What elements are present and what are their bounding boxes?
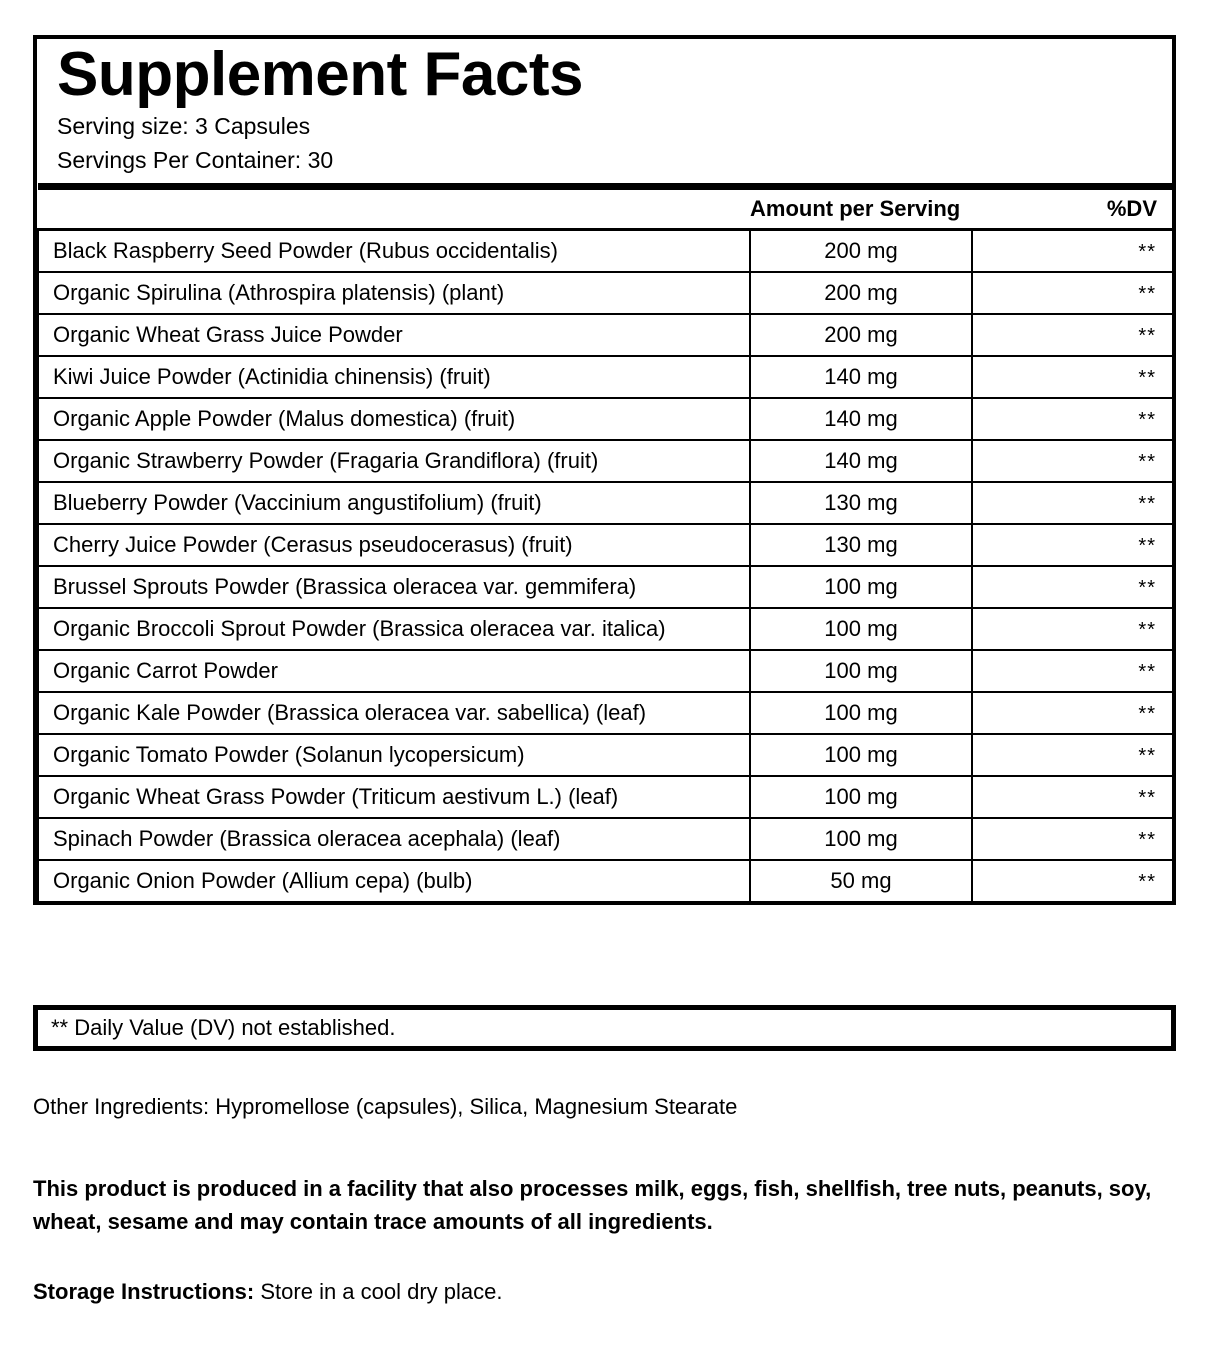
ingredient-amount: 100 mg xyxy=(750,776,972,818)
supplement-facts-panel xyxy=(33,35,1176,905)
ingredient-amount: 130 mg xyxy=(750,482,972,524)
daily-value-mark: ** xyxy=(1138,534,1156,557)
column-header-ingredient xyxy=(38,186,750,229)
daily-value-mark: ** xyxy=(1138,870,1156,893)
ingredient-name: Organic Spirulina (Athrospira platensis) (plant) xyxy=(38,272,750,314)
ingredient-percent-dv xyxy=(972,482,1173,524)
ingredient-name: Cherry Juice Powder (Cerasus pseudocerasus) (fruit) xyxy=(38,524,750,566)
ingredient-percent-dv xyxy=(972,356,1173,398)
ingredient-name: Organic Broccoli Sprout Powder (Brassica oleracea var. italica) xyxy=(38,608,750,650)
daily-value-mark: ** xyxy=(1138,576,1156,599)
ingredient-name: Organic Carrot Powder xyxy=(38,650,750,692)
ingredient-name: Organic Wheat Grass Juice Powder xyxy=(38,314,750,356)
ingredient-percent-dv xyxy=(972,524,1173,566)
table-row xyxy=(38,566,1173,608)
daily-value-mark: ** xyxy=(1138,702,1156,725)
daily-value-mark: ** xyxy=(1138,450,1156,473)
table-row xyxy=(38,860,1173,901)
ingredient-name: Organic Kale Powder (Brassica oleracea var. sabellica) (leaf) xyxy=(38,692,750,734)
ingredient-name: Organic Strawberry Powder (Fragaria Grandiflora) (fruit) xyxy=(38,440,750,482)
panel-header xyxy=(37,39,1172,183)
ingredient-amount: 100 mg xyxy=(750,818,972,860)
table-row xyxy=(38,608,1173,650)
ingredient-percent-dv xyxy=(972,776,1173,818)
ingredient-name: Blueberry Powder (Vaccinium angustifolium) (fruit) xyxy=(38,482,750,524)
daily-value-mark: ** xyxy=(1138,618,1156,641)
ingredient-amount: 100 mg xyxy=(750,566,972,608)
ingredient-amount: 50 mg xyxy=(750,860,972,901)
ingredient-amount: 200 mg xyxy=(750,314,972,356)
ingredient-percent-dv xyxy=(972,229,1173,272)
ingredient-amount: 130 mg xyxy=(750,524,972,566)
facts-table-wrap xyxy=(37,183,1172,901)
ingredient-percent-dv xyxy=(972,398,1173,440)
daily-value-mark: ** xyxy=(1138,408,1156,431)
table-row xyxy=(38,314,1173,356)
daily-value-mark: ** xyxy=(1138,492,1156,515)
ingredient-name: Brussel Sprouts Powder (Brassica oleracea var. gemmifera) xyxy=(38,566,750,608)
storage-instructions xyxy=(33,1277,503,1307)
ingredient-percent-dv xyxy=(972,608,1173,650)
ingredient-percent-dv xyxy=(972,818,1173,860)
ingredient-name: Organic Onion Powder (Allium cepa) (bulb) xyxy=(38,860,750,901)
daily-value-mark: ** xyxy=(1138,660,1156,683)
ingredient-amount: 100 mg xyxy=(750,692,972,734)
table-row xyxy=(38,440,1173,482)
ingredient-percent-dv xyxy=(972,692,1173,734)
ingredient-percent-dv xyxy=(972,272,1173,314)
table-header-row xyxy=(38,186,1173,229)
ingredient-percent-dv xyxy=(972,440,1173,482)
table-row xyxy=(38,776,1173,818)
table-row xyxy=(38,650,1173,692)
daily-value-mark: ** xyxy=(1138,324,1156,347)
ingredient-name: Spinach Powder (Brassica oleracea acephala) (leaf) xyxy=(38,818,750,860)
table-row xyxy=(38,398,1173,440)
table-row xyxy=(38,229,1173,272)
ingredient-percent-dv xyxy=(972,314,1173,356)
servings-per-container-text: Servings Per Container: 30 xyxy=(57,146,334,173)
ingredient-amount: 140 mg xyxy=(750,440,972,482)
column-header-amount-per-serving: Amount per Serving xyxy=(750,186,972,229)
serving-size-text: Serving size: 3 Capsules xyxy=(57,113,311,140)
ingredient-percent-dv xyxy=(972,650,1173,692)
table-row xyxy=(38,734,1173,776)
table-row xyxy=(38,692,1173,734)
daily-value-mark: ** xyxy=(1138,786,1156,809)
daily-value-mark: ** xyxy=(1138,828,1156,851)
daily-value-mark: ** xyxy=(1138,744,1156,767)
ingredient-name: Organic Apple Powder (Malus domestica) (fruit) xyxy=(38,398,750,440)
ingredient-percent-dv xyxy=(972,734,1173,776)
ingredient-amount: 100 mg xyxy=(750,650,972,692)
ingredient-amount: 140 mg xyxy=(750,356,972,398)
storage-instructions-value: Store in a cool dry place. xyxy=(260,1279,503,1304)
page-title: Supplement Facts xyxy=(57,40,583,109)
allergen-warning-text: This product is produced in a facility that also processes milk, eggs, fish, shellfish, tree nuts, peanuts, soy, wheat, sesame and may contain trace amounts of all ingredients. xyxy=(33,1176,1152,1234)
daily-value-footnote-text: ** Daily Value (DV) not established. xyxy=(51,1015,396,1040)
ingredient-amount: 140 mg xyxy=(750,398,972,440)
ingredient-amount: 200 mg xyxy=(750,272,972,314)
ingredient-name: Kiwi Juice Powder (Actinidia chinensis) (fruit) xyxy=(38,356,750,398)
supplement-facts-table xyxy=(37,183,1173,901)
daily-value-footnote-box xyxy=(33,1005,1176,1051)
table-row xyxy=(38,524,1173,566)
table-row xyxy=(38,818,1173,860)
ingredient-name: Organic Tomato Powder (Solanun lycopersicum) xyxy=(38,734,750,776)
daily-value-mark: ** xyxy=(1138,240,1156,263)
table-row xyxy=(38,356,1173,398)
ingredient-amount: 100 mg xyxy=(750,608,972,650)
ingredient-percent-dv xyxy=(972,860,1173,901)
other-ingredients-text: Other Ingredients: Hypromellose (capsules), Silica, Magnesium Stearate xyxy=(33,1094,738,1119)
table-row xyxy=(38,272,1173,314)
daily-value-mark: ** xyxy=(1138,282,1156,305)
daily-value-mark: ** xyxy=(1138,366,1156,389)
ingredient-amount: 200 mg xyxy=(750,229,972,272)
table-row xyxy=(38,482,1173,524)
column-header-percent-dv: %DV xyxy=(972,186,1173,229)
ingredient-amount: 100 mg xyxy=(750,734,972,776)
storage-instructions-label: Storage Instructions: xyxy=(33,1279,255,1304)
ingredient-rows xyxy=(38,229,1173,901)
ingredient-name: Black Raspberry Seed Powder (Rubus occidentalis) xyxy=(38,229,750,272)
ingredient-percent-dv xyxy=(972,566,1173,608)
ingredient-name: Organic Wheat Grass Powder (Triticum aestivum L.) (leaf) xyxy=(38,776,750,818)
